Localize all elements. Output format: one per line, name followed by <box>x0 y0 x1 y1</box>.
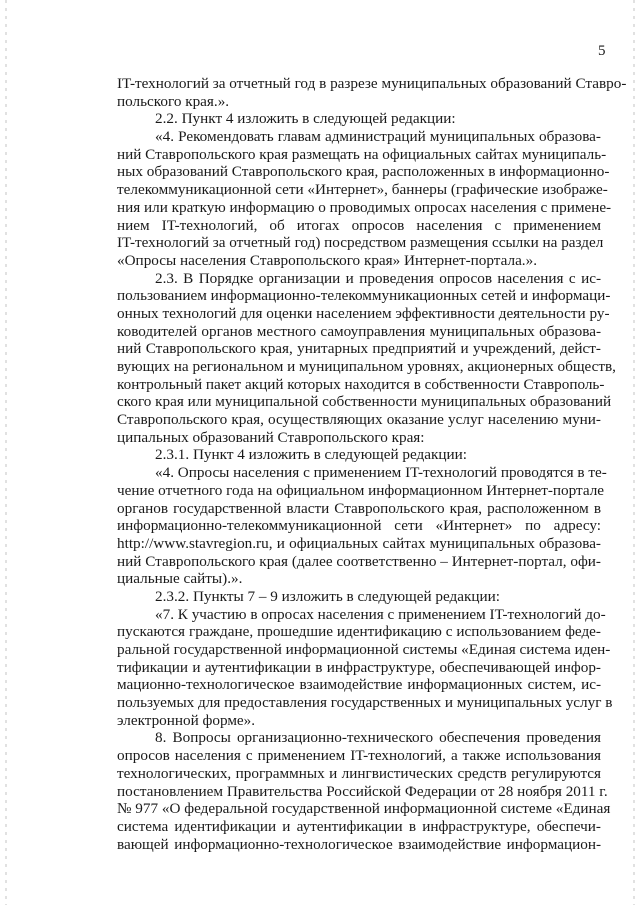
text-line: телекоммуникационной сети «Интернет», баннеры (графические изображе- <box>117 181 608 199</box>
left-scan-edge <box>5 0 7 905</box>
text-line: контрольный пакет акций которых находится в собственности Ставрополь- <box>117 375 605 393</box>
text-line: «4. Рекомендовать главам администраций муниципальных образова- <box>155 128 601 146</box>
text-line: 8. Вопросы организационно-технического обеспечения проведения <box>155 729 601 747</box>
text-line: «7. К участию в опросах населения с применением IT-технологий до- <box>155 605 606 623</box>
text-line: IT-технологий за отчетный год) посредством размещения ссылки на раздел <box>117 234 604 252</box>
document-body <box>117 75 627 853</box>
text-line: IT-технологий за отчетный год в разрезе муниципальных образований Ставро- <box>117 75 627 92</box>
text-line: нием IT-технологий, об итогах опросов населения с применением <box>117 216 601 234</box>
text-line: ния или краткую информацию о проводимых опросах населения с примене- <box>117 198 612 216</box>
text-line: мационно-технологическое взаимодействие информационных систем, ис- <box>117 676 601 694</box>
text-line: органов государственной власти Ставропольского края, расположенном в <box>117 499 601 517</box>
text-line: № 977 «О федеральной государственной информационной системе «Единая <box>117 800 611 818</box>
text-line: пользуемых для предоставления государственных и муниципальных услуг в <box>117 694 613 712</box>
text-line: «4. Опросы населения с применением IT-технологий проводятся в те- <box>155 464 607 482</box>
text-line: 2.3.2. Пункты 7 – 9 изложить в следующей редакции: <box>155 587 500 605</box>
text-line: информационно-телекоммуникационной сети «Интернет» по адресу: <box>117 517 601 535</box>
text-line: технологических, программных и лингвистических средств регулируются <box>117 764 601 782</box>
text-line: Ставропольского края, осуществляющих оказание услуг населению муни- <box>117 411 601 429</box>
text-line: тификации и аутентификации в инфраструктуре, обеспечивающей инфор- <box>117 658 601 676</box>
text-line: пускаются граждане, прошедшие идентификацию с использованием феде- <box>117 623 601 641</box>
text-line: ний Ставропольского края (далее соответственно – Интернет-портал, офи- <box>117 552 601 570</box>
text-line: чение отчетного года на официальном информационном Интернет-портале <box>117 481 605 499</box>
text-line: 2.2. Пункт 4 изложить в следующей редакции: <box>155 110 456 128</box>
text-line: постановлением Правительства Российской Федерации от 28 ноября 2011 г. <box>117 782 608 800</box>
text-line: ководителей органов местного самоуправления муниципальных образова- <box>117 322 601 340</box>
text-line: ний Ставропольского края, унитарных предприятий и учреждений, дейст- <box>117 340 601 358</box>
text-line: вующих на региональном и муниципальном уровнях, акционерных обществ, <box>117 358 616 375</box>
text-line: ний Ставропольского края размещать на официальных сайтах муниципаль- <box>117 145 607 163</box>
text-line: 2.3.1. Пункт 4 изложить в следующей редакции: <box>155 446 468 464</box>
text-line: система идентификации и аутентификации в инфраструктуре, обеспечи- <box>117 817 601 835</box>
text-line: пользованием информационно-телекоммуникационных сетей и информаци- <box>117 287 611 305</box>
text-line: ных образований Ставропольского края, расположенных в информационно- <box>117 163 610 181</box>
text-line: циальные сайты).». <box>117 570 243 588</box>
text-line: ципальных образований Ставропольского края: <box>117 428 425 446</box>
text-line: онных технологий для оценки населением эффективности деятельности ру- <box>117 304 610 322</box>
page-number: 5 <box>598 43 606 59</box>
text-line: «Опросы населения Ставропольского края» Интернет-портала.». <box>117 251 537 269</box>
text-line: 2.3. В Порядке организации и проведения опросов населения с ис- <box>155 269 601 287</box>
text-line: http://www.stavregion.ru, и официальных сайтах муниципальных образова- <box>117 534 601 552</box>
text-line: электронной форме». <box>117 711 256 729</box>
text-line: вающей информационно-технологическое взаимодействие информацион- <box>117 835 601 853</box>
right-scan-edge <box>633 0 635 905</box>
text-line: ского края или муниципальной собственности муниципальных образований <box>117 393 612 411</box>
text-line: ральной государственной информационной системы «Единая система иден- <box>117 641 611 658</box>
text-line: польского края.». <box>117 92 230 110</box>
text-line: опросов населения с применением IT-технологий, а также использования <box>117 747 601 765</box>
